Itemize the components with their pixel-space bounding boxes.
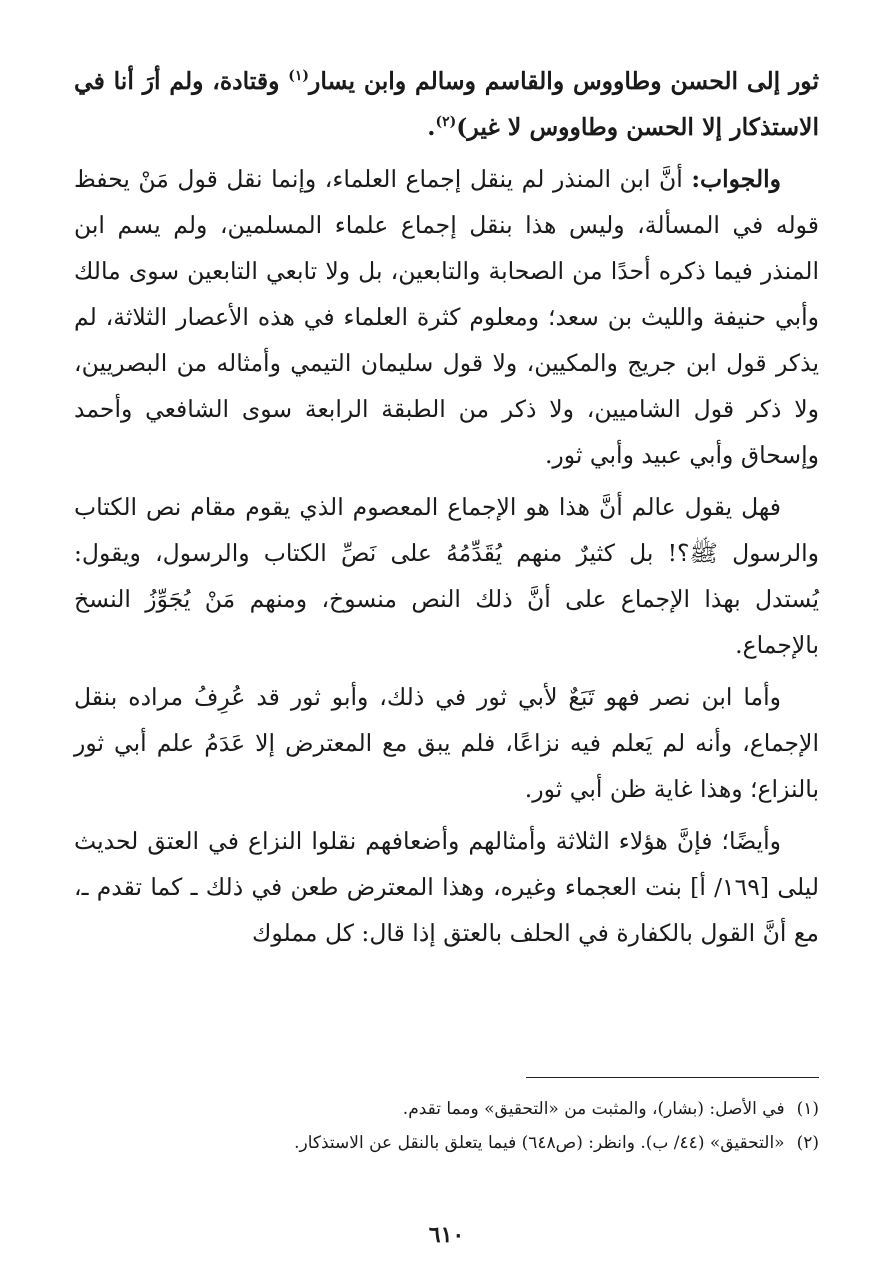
footnote-divider [526,1077,819,1078]
footnote-ref-1[interactable]: (١) [288,68,310,85]
main-text [74,58,819,956]
paragraph-1-text-2: وقتادة، ولم أرَ أنا في الاستذكار إلا الحسن وطاووس لا غير) [74,67,819,141]
answer-lead: والجواب: [691,165,781,193]
footnote-1-text: في الأصل: (بشار)، والمثبت من «التحقيق» ومما تقدم. [402,1099,785,1119]
footnote-2 [74,1126,819,1160]
paragraph-1-text: ثور إلى الحسن وطاووس والقاسم وسالم وابن يسار [309,67,819,95]
paragraph-4: وأما ابن نصر فهو تَبَعٌ لأبي ثور في ذلك، وأبو ثور قد عُرِفُ مراده بنقل الإجماع، وأنه لم يَعلم فيه نزاعًا، فلم يبق مع المعترض إلا عَدَمُ علم أبي ثور بالنزاع؛ وهذا غاية ظن أبي ثور. [74,683,819,803]
paragraph-3: فهل يقول عالم أنَّ هذا هو الإجماع المعصوم الذي يقوم مقام نص الكتاب والرسول ﷺ؟! بل كثيرٌ منهم يُقَدِّمُهُ على نَصِّ الكتاب والرسول، ويقول: يُستدل بهذا الإجماع على أنَّ ذلك النص منسوخ، ومنهم مَنْ يُجَوِّزُ النسخ بالإجماع. [74,493,819,659]
paragraph-1 [74,58,819,150]
page-number: ٦١٠ [428,1222,465,1248]
paragraph-2 [74,156,819,478]
footnote-2-text: «التحقيق» (٤٤/ ب). وانظر: (ص٦٤٨) فيما يتعلق بالنقل عن الاستذكار. [294,1133,785,1153]
footnote-2-number: (٢) [796,1133,819,1153]
paragraph-1-end: . [427,113,436,141]
footnote-ref-2[interactable]: (٢) [435,114,457,131]
footnotes [74,1092,819,1160]
paragraph-2-text: أنَّ ابن المنذر لم ينقل إجماع العلماء، وإنما نقل قول مَنْ يحفظ قوله في المسألة، وليس هذا بنقل إجماع علماء المسلمين، ولم يسم ابن المنذر فيما ذكره أحدًا من الصحابة والتابعين، بل ولا تابعي التابعين سوى مالك وأبي حنيفة والليث بن سعد؛ ومعلوم كثرة العلماء في هذه الأعصار الثلاثة، لم يذكر قول ابن جريج والمكيين، ولا قول سليمان التيمي وأمثاله من البصريين، ولا ذكر قول الشاميين، ولا ذكر من الطبقة الرابعة سوى الشافعي وأحمد وإسحاق وأبي عبيد وأبي ثور. [74,165,819,469]
footnote-1 [74,1092,819,1126]
paragraph-5: وأيضًا؛ فإنَّ هؤلاء الثلاثة وأمثالهم وأضعافهم نقلوا النزاع في العتق لحديث ليلى [١٦٩/ أ] بنت العجماء وغيره، وهذا المعترض طعن في ذلك ـ كما تقدم ـ، مع أنَّ القول بالكفارة في الحلف بالعتق إذا قال: كل مملوك [74,827,819,947]
footnote-1-number: (١) [796,1099,819,1119]
